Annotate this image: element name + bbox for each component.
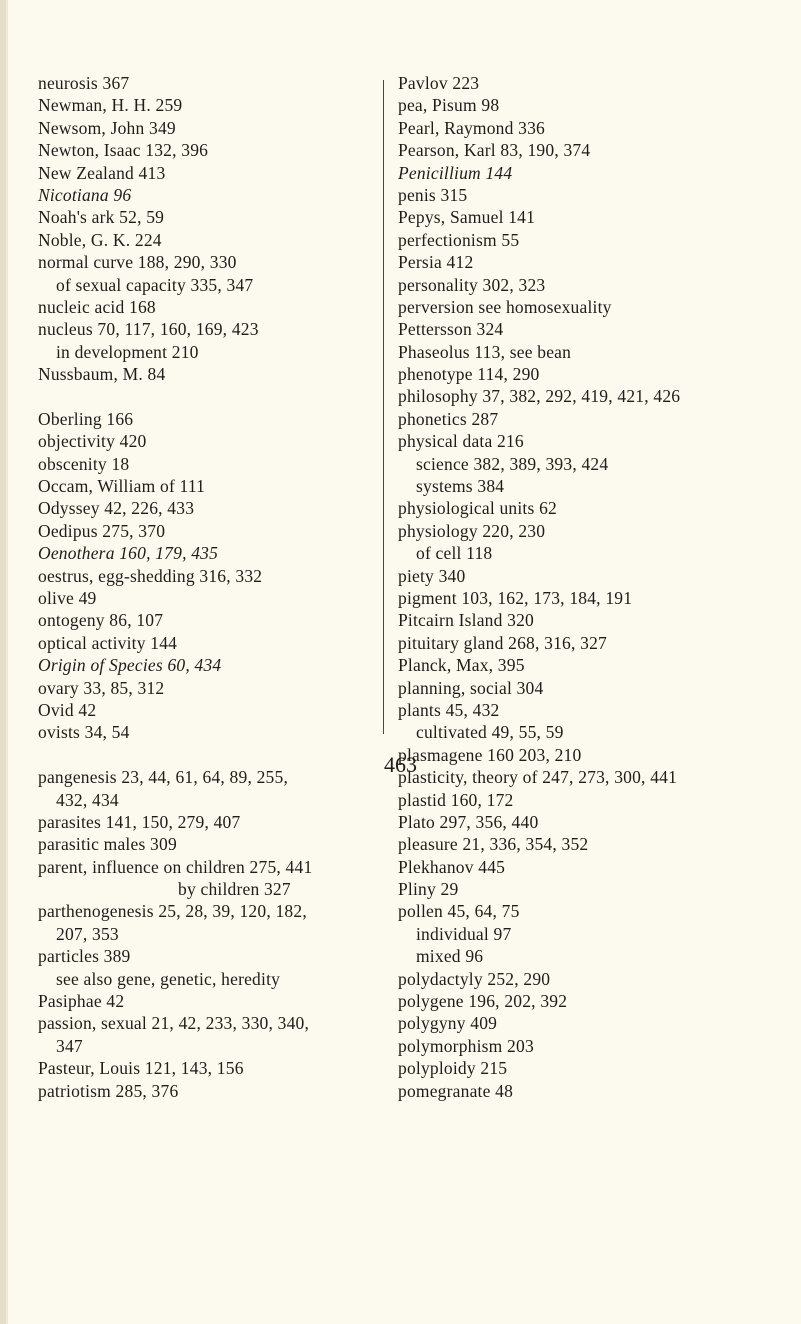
index-entry: ontogeny 86, 107 (38, 610, 164, 631)
index-entry: perversion see homosexuality (398, 296, 612, 317)
index-entry: Pearson, Karl 83, 190, 374 (398, 140, 591, 161)
index-entry: polymorphism 203 (398, 1035, 534, 1056)
index-entry: obscenity 18 (38, 453, 130, 474)
index-entry: Nussbaum, M. 84 (38, 364, 166, 385)
index-entry: perfectionism 55 (398, 229, 520, 250)
index-entry: Noah's ark 52, 59 (38, 207, 165, 228)
index-entry: Oberling 166 (38, 408, 134, 429)
index-column-left (38, 72, 368, 1102)
index-entry: plastid 160, 172 (398, 789, 514, 810)
index-entry: nucleic acid 168 (38, 296, 156, 317)
index-entry: Pearl, Raymond 336 (398, 117, 545, 138)
index-entry: Newman, H. H. 259 (38, 95, 183, 116)
index-entry: Planck, Max, 395 (398, 655, 525, 676)
index-subentry: see also gene, genetic, heredity (56, 968, 281, 989)
index-entry: Noble, G. K. 224 (38, 229, 162, 250)
index-subentry: science 382, 389, 393, 424 (416, 453, 609, 474)
index-entry: patriotism 285, 376 (38, 1080, 179, 1101)
index-entry: Phaseolus 113, see bean (398, 341, 572, 362)
index-entry: Ovid 42 (38, 699, 97, 720)
index-entry: Nicotiana 96 (38, 184, 132, 205)
index-entry: Pavlov 223 (398, 73, 480, 93)
index-entry: Odyssey 42, 226, 433 (38, 498, 195, 519)
index-entry: Pitcairn Island 320 (398, 610, 534, 631)
page-number: 463 (384, 752, 417, 777)
index-entry: parasites 141, 150, 279, 407 (38, 811, 241, 832)
index-entry: olive 49 (38, 587, 97, 608)
index-entry: nucleus 70, 117, 160, 169, 423 (38, 319, 259, 340)
index-entry: Penicillium 144 (398, 162, 513, 183)
index-column-right (398, 72, 758, 1102)
index-entry: pigment 103, 162, 173, 184, 191 (398, 587, 633, 608)
index-entry: phenotype 114, 290 (398, 364, 540, 385)
index-entry: plasticity, theory of 247, 273, 300, 441 (398, 767, 678, 788)
index-subentry: of sexual capacity 335, 347 (56, 274, 254, 295)
index-entry: optical activity 144 (38, 632, 178, 653)
index-entry: polyploidy 215 (398, 1058, 508, 1079)
index-entry: pomegranate 48 (398, 1080, 514, 1101)
index-entry: pangenesis 23, 44, 61, 64, 89, 255, (38, 767, 289, 788)
index-entry: polygene 196, 202, 392 (398, 991, 568, 1012)
index-entry: parent, influence on children 275, 441 (38, 856, 313, 877)
index-subentry: of cell 118 (416, 543, 493, 564)
index-continuation: 432, 434 (56, 789, 119, 810)
index-entry: Newsom, John 349 (38, 117, 176, 138)
index-entry: Oenothera 160, 179, 435 (38, 543, 219, 564)
index-entry: oestrus, egg-shedding 316, 332 (38, 565, 263, 586)
index-entry: physical data 216 (398, 431, 524, 452)
index-entry: polygyny 409 (398, 1013, 498, 1034)
index-entry: Pepys, Samuel 141 (398, 207, 536, 228)
index-entry: planning, social 304 (398, 677, 544, 698)
index-entry: passion, sexual 21, 42, 233, 330, 340, (38, 1013, 310, 1034)
index-entry: Oedipus 275, 370 (38, 520, 166, 541)
index-entry: penis 315 (398, 184, 468, 205)
index-subentry: mixed 96 (416, 946, 484, 967)
index-continuation: 207, 353 (56, 923, 119, 944)
index-entry: Origin of Species 60, 434 (38, 655, 222, 676)
index-subentry: individual 97 (416, 923, 512, 944)
index-entry: Pasiphae 42 (38, 991, 125, 1012)
index-entry: normal curve 188, 290, 330 (38, 252, 237, 273)
index-entry: pea, Pisum 98 (398, 95, 500, 116)
index-entry: pituitary gland 268, 316, 327 (398, 632, 607, 653)
index-entry: neurosis 367 (38, 73, 130, 93)
index-entry: pleasure 21, 336, 354, 352 (398, 834, 589, 855)
index-subentry: in development 210 (56, 341, 199, 362)
index-entry: particles 389 (38, 946, 131, 967)
index-entry: physiological units 62 (398, 498, 557, 519)
index-entry: Occam, William of 111 (38, 476, 206, 497)
section-gap (38, 385, 368, 407)
index-subentry: by children 327 (178, 879, 291, 900)
index-entry: polydactyly 252, 290 (398, 968, 551, 989)
index-entry: Newton, Isaac 132, 396 (38, 140, 209, 161)
index-entry: Pasteur, Louis 121, 143, 156 (38, 1058, 244, 1079)
index-entry: piety 340 (398, 565, 466, 586)
index-subentry: systems 384 (416, 476, 505, 497)
index-entry: Plato 297, 356, 440 (398, 811, 539, 832)
index-entry: philosophy 37, 382, 292, 419, 421, 426 (398, 386, 681, 407)
page-edge-highlight (6, 0, 8, 1324)
index-entry: plasmagene 160 203, 210 (398, 744, 582, 765)
index-entry: Pettersson 324 (398, 319, 504, 340)
index-entry: physiology 220, 230 (398, 520, 546, 541)
index-entry: phonetics 287 (398, 408, 499, 429)
index-entry: pollen 45, 64, 75 (398, 901, 520, 922)
index-entry: Pliny 29 (398, 879, 459, 900)
index-entry: objectivity 420 (38, 431, 147, 452)
index-entry: Plekhanov 445 (398, 856, 506, 877)
index-entry: Persia 412 (398, 252, 474, 273)
index-continuation: 347 (56, 1035, 83, 1056)
index-subentry: cultivated 49, 55, 59 (416, 722, 564, 743)
index-entry: parasitic males 309 (38, 834, 177, 855)
index-entry: ovary 33, 85, 312 (38, 677, 165, 698)
column-divider (383, 80, 384, 734)
index-entry: ovists 34, 54 (38, 722, 130, 743)
index-entry: personality 302, 323 (398, 274, 546, 295)
index-entry: plants 45, 432 (398, 699, 500, 720)
index-entry: parthenogenesis 25, 28, 39, 120, 182, (38, 901, 307, 922)
index-entry: New Zealand 413 (38, 162, 166, 183)
